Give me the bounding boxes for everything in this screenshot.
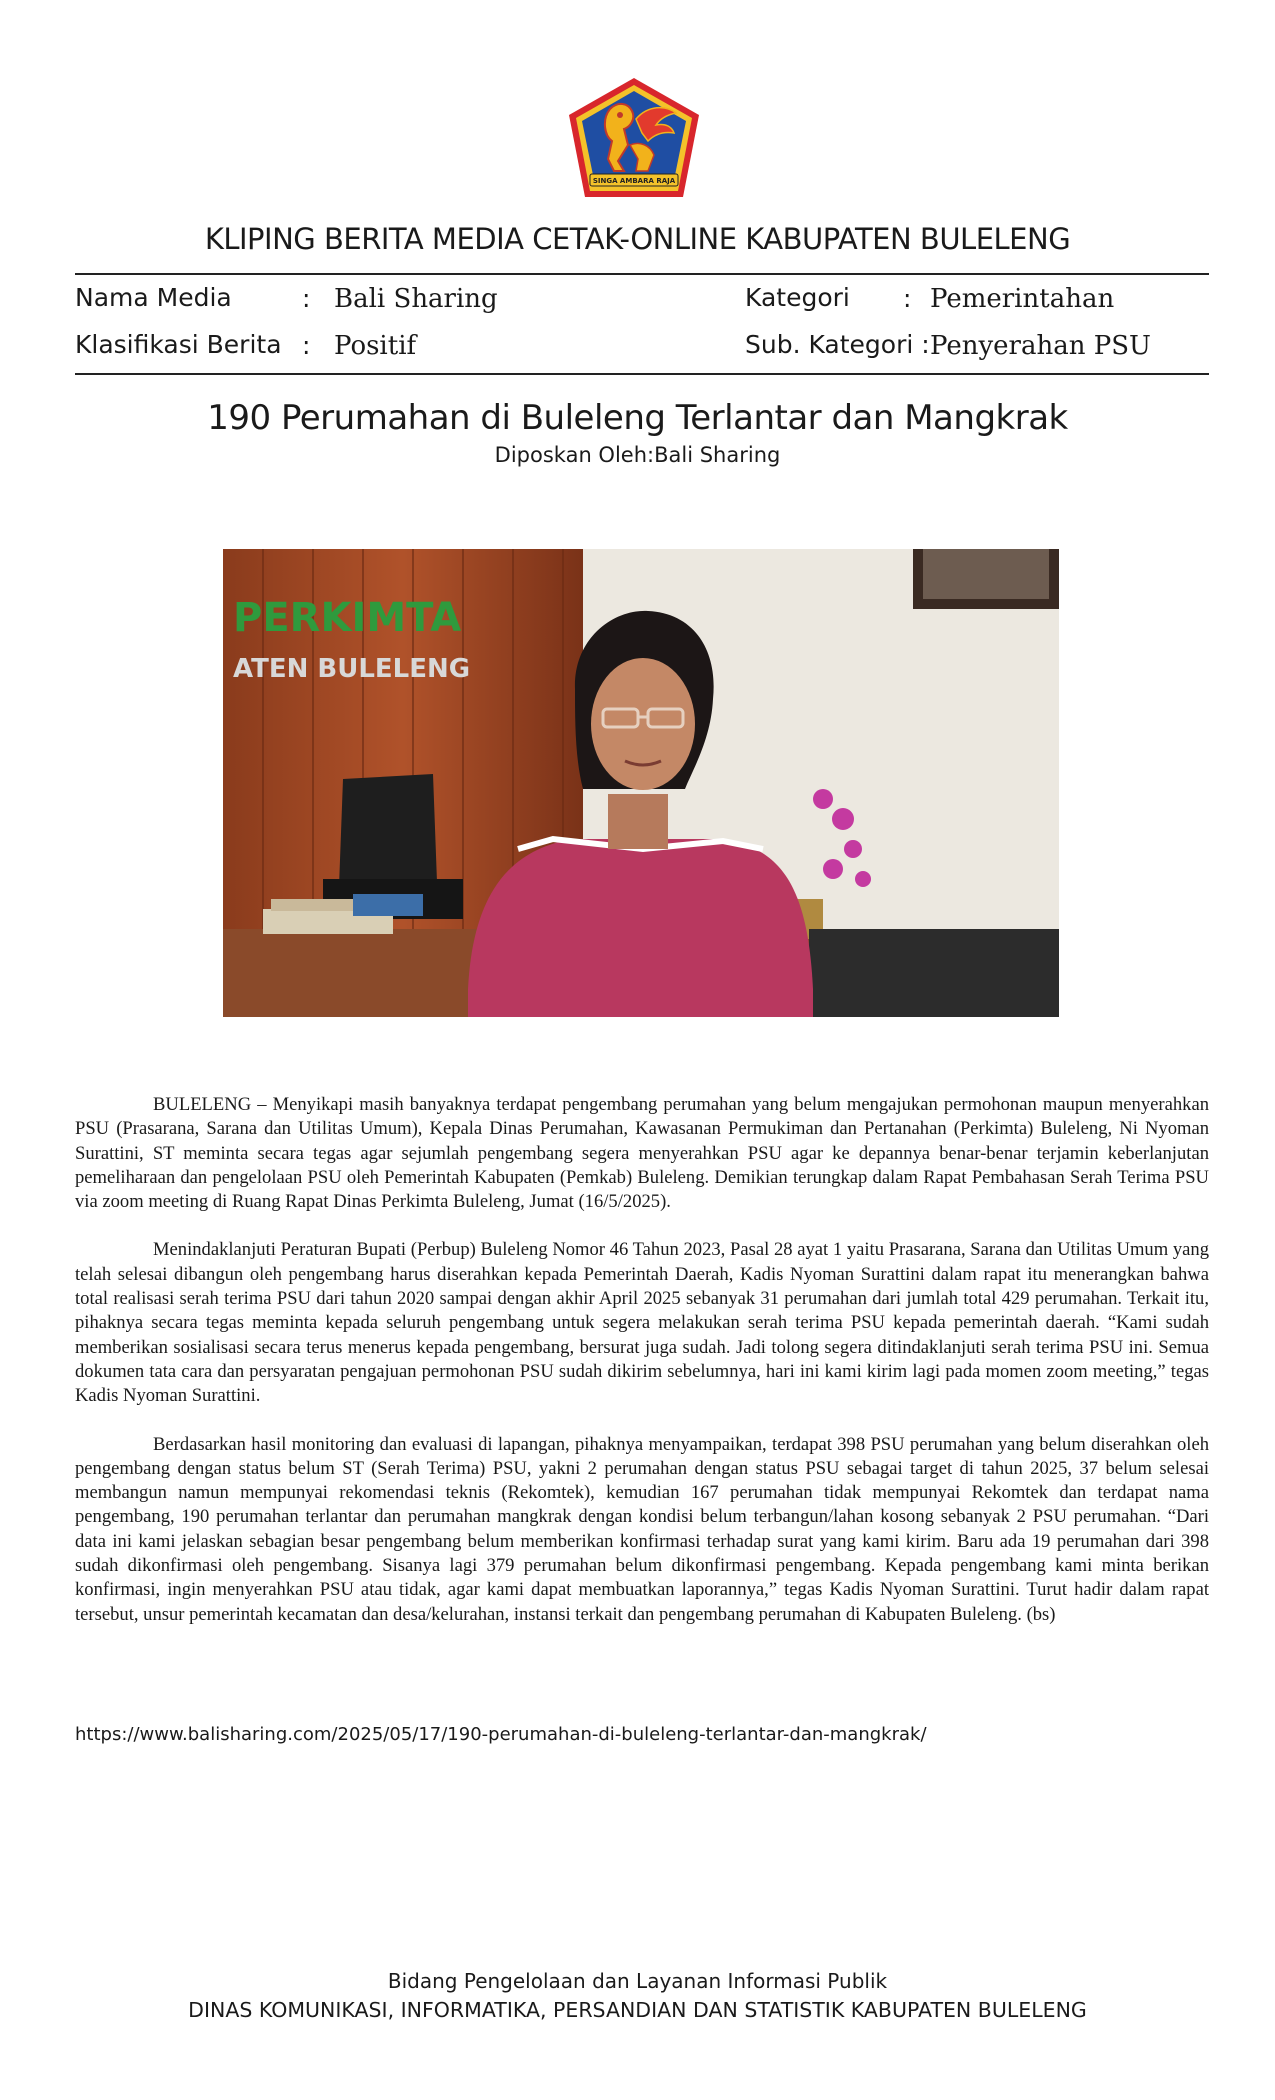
footer-division: Bidang Pengelolaan dan Layanan Informasi Publik bbox=[387, 1969, 888, 1993]
source-url-link[interactable]: https://www.balisharing.com/2025/05/17/190-perumahan-di-buleleng-terlantar-dan-mangkrak/ bbox=[75, 1724, 927, 1745]
wall-sign-buleleng: ATEN BULELENG bbox=[233, 654, 471, 684]
article-photo bbox=[223, 549, 1059, 1017]
buleleng-regency-coat-of-arms-icon bbox=[566, 75, 702, 201]
article-paragraph-1: BULELENG – Menyikapi masih banyaknya terdapat pengembang perumahan yang belum mengajukan permohonan maupun menyerahkan PSU (Prasarana, Sarana dan Utilitas Umum), Kepala Dinas Perumahan, Kawasanan Permukiman dan Pertanahan (Perkimta) Buleleng, Ni Nyoman Surattini, ST meminta secara tegas agar sejumlah pengembang segera menyerahkan PSU agar ke depannya benar-benar terjamin keberlanjutan pemeliharaan dan pengelolaan PSU oleh Pemerintah Kabupaten (Pemkab) Buleleng. Demikian terungkap dalam Rapat Pembahasan Serah Terima PSU via zoom meeting di Ruang Rapat Dinas Perkimta Buleleng, Jumat (16/5/2025). bbox=[75, 1094, 1209, 1213]
article-headline: 190 Perumahan di Buleleng Terlantar dan Mangkrak bbox=[207, 398, 1068, 438]
classification-value: Positif bbox=[334, 331, 417, 361]
article-body bbox=[75, 1093, 1209, 1651]
article-paragraph-3: Berdasarkan hasil monitoring dan evaluasi di lapangan, pihaknya menyampaikan, terdapat 398 PSU perumahan yang belum diserahkan oleh pengembang dengan status belum ST (Serah Terima) PSU, yakni 2 perumahan dengan status PSU sebagai target di tahun 2025, 37 belum selesai membangun namun mempunyai rekomendasi teknis (Rekomtek), kemudian 167 perumahan tidak mempunyai Rekomtek dan terdapat nama pengembang, 190 perumahan terlantar dan perumahan mangkrak dengan kondisi belum terbangun/lahan kosong sebanyak 2 PSU perumahan. “Dari data ini kami jelaskan sebagian besar pengembang belum memberikan konfirmasi terhadap surat yang kami kirim. Baru ada 19 perumahan dari 398 sudah dikonfirmasi oleh pengembang. Sisanya lagi 379 perumahan belum dikonfirmasi pengembang. Kepada pengembang kami minta berikan konfirmasi, ingin menyerahkan PSU atau tidak, agar kami dapat membuatkan laporannya,” tegas Kadis Nyoman Surattini. Turut hadir dalam rapat tersebut, unsur pemerintah kecamatan dan desa/kelurahan, instansi terkait dan pengembang perumahan di Kabupaten Buleleng. (bs) bbox=[75, 1433, 1209, 1625]
bottom-divider bbox=[75, 373, 1209, 375]
media-label: Nama Media bbox=[75, 283, 232, 312]
category-colon: : bbox=[903, 284, 912, 313]
media-value: Bali Sharing bbox=[334, 284, 498, 314]
top-divider bbox=[75, 273, 1209, 275]
subcategory-label: Sub. Kategori : bbox=[745, 330, 930, 359]
article-byline: Diposkan Oleh:Bali Sharing bbox=[494, 443, 781, 467]
category-value: Pemerintahan bbox=[930, 284, 1115, 314]
classification-label: Klasifikasi Berita bbox=[75, 330, 282, 359]
media-colon: : bbox=[302, 284, 311, 313]
article-paragraph-2: Menindaklanjuti Peraturan Bupati (Perbup) Buleleng Nomor 46 Tahun 2023, Pasal 28 ayat 1 yaitu Prasarana, Sarana dan Utilitas Umum yang telah selesai dibangun oleh pengembang harus diserahkan kepada Pemerintah Daerah, Kadis Nyoman Surattini dalam rapat itu menerangkan bahwa total realisasi serah terima PSU dari tahun 2020 sampai dengan akhir April 2025 sebanyak 31 perumahan dari jumlah total 429 perumahan. Terkait itu, pihaknya secara tegas meminta kepada seluruh pengembang untuk segera melakukan serah terima PSU kepada pemerintah daerah. “Kami sudah memberikan sosialisasi secara terus menerus kepada pengembang, bersurat juga sudah. Jadi tolong segera ditindaklanjuti serah terima PSU ini. Semua dokumen tata cara dan persyaratan pengajuan permohonan PSU sudah dikirim sebelumnya, hari ini kami kirim lagi pada momen zoom meeting,” tegas Kadis Nyoman Surattini. bbox=[75, 1239, 1209, 1407]
clipping-title: KLIPING BERITA MEDIA CETAK-ONLINE KABUPATEN BULELENG bbox=[204, 222, 1071, 256]
logo-motto: SINGA AMBARA RAJA bbox=[592, 177, 676, 185]
wall-sign-perkimta: PERKIMTA bbox=[233, 595, 462, 641]
classification-colon: : bbox=[302, 331, 311, 360]
subcategory-value: Penyerahan PSU bbox=[930, 331, 1151, 361]
footer-agency: DINAS KOMUNIKASI, INFORMATIKA, PERSANDIAN DAN STATISTIK KABUPATEN BULELENG bbox=[188, 1998, 1087, 2022]
category-label: Kategori bbox=[745, 283, 850, 312]
